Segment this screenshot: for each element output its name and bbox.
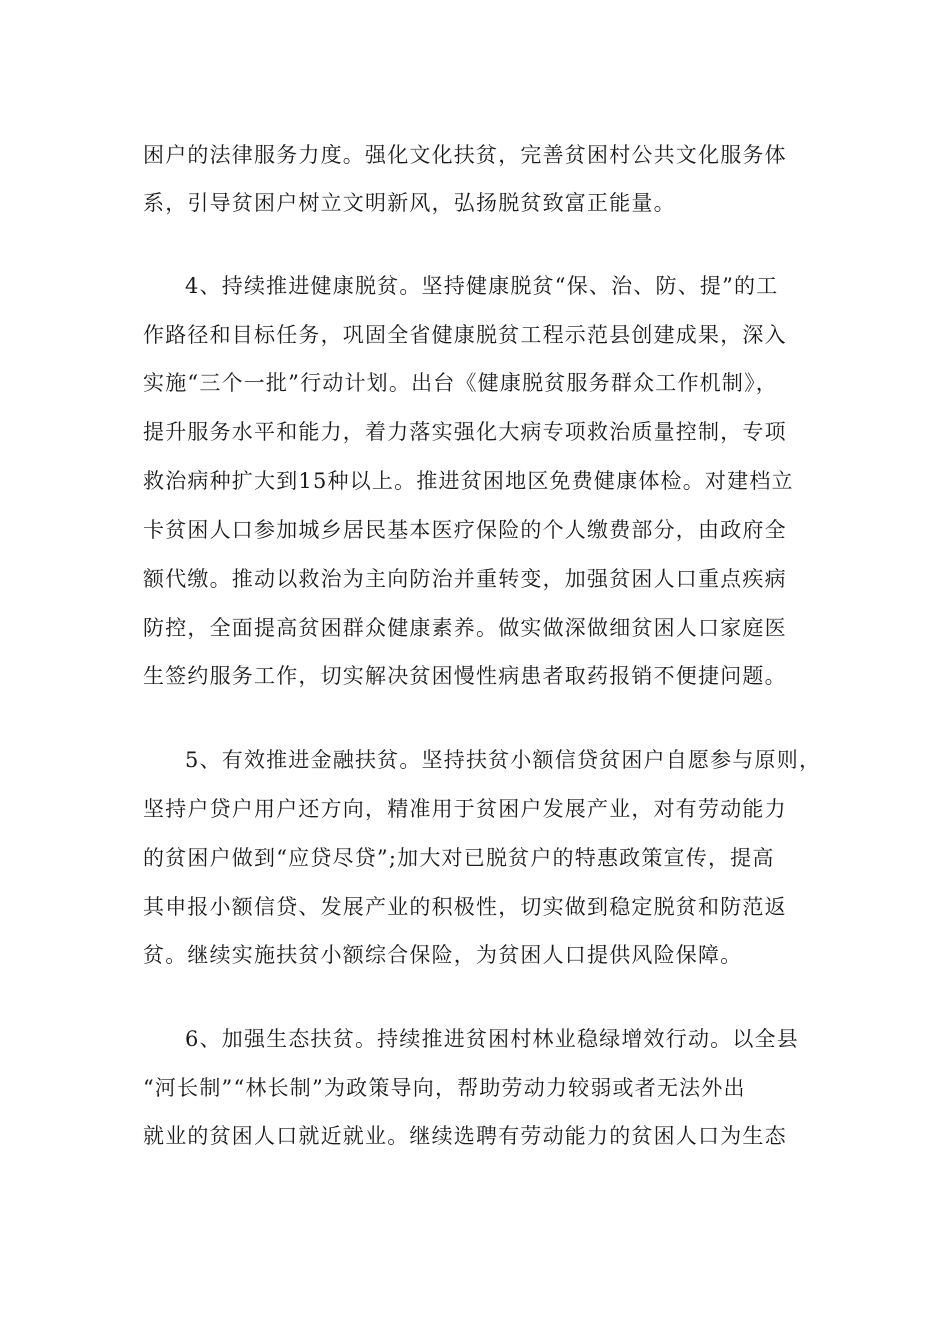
paragraph-5-line-3: 的贫困户做到“应贷尽贷”;加大对已脱贫户的特惠政策宣传，提高 bbox=[143, 846, 775, 870]
paragraph-4-line-8: 防控，全面提高贫困群众健康素养。做实做深做细贫困人口家庭医 bbox=[143, 616, 787, 640]
paragraph-5-line-5: 贫。继续实施扶贫小额综合保险，为贫困人口提供风险保障。 bbox=[143, 943, 743, 967]
paragraph-4-line-1: 4、持续推进健康脱贫。坚持健康脱贫“保、治、防、提”的工 bbox=[185, 274, 779, 298]
paragraph-4-line-3: 实施“三个一批”行动计划。出台《健康脱贫服务群众工作机制》， bbox=[143, 371, 778, 395]
paragraph-4-line-2: 作路径和目标任务，巩固全省健康脱贫工程示范县创建成果，深入 bbox=[143, 323, 787, 347]
paragraph-6-line-3: 就业的贫困人口就近就业。继续选聘有劳动能力的贫困人口为生态 bbox=[143, 1124, 787, 1148]
paragraph-3-line-2: 系，引导贫困户树立文明新风，弘扬脱贫致富正能量。 bbox=[143, 191, 676, 215]
paragraph-5-line-1: 5、有效推进金融扶贫。坚持扶贫小额信贷贫困户自愿参与原则， bbox=[185, 748, 822, 772]
paragraph-3-line-1: 困户的法律服务力度。强化文化扶贫，完善贫困村公共文化服务体 bbox=[143, 143, 787, 167]
paragraph-4-line-6: 卡贫困人口参加城乡居民基本医疗保险的个人缴费部分，由政府全 bbox=[143, 518, 787, 542]
paragraph-5-line-4: 其申报小额信贷、发展产业的积极性，切实做到稳定脱贫和防范返 bbox=[143, 895, 787, 919]
paragraph-4-line-9: 生签约服务工作，切实解决贫困慢性病患者取药报销不便捷问题。 bbox=[143, 664, 787, 688]
paragraph-6-line-2: “河长制”“林长制”为政策导向，帮助劳动力较弱或者无法外出 bbox=[143, 1076, 746, 1100]
paragraph-5-line-2: 坚持户贷户用户还方向，精准用于贫困户发展产业，对有劳动能力 bbox=[143, 797, 787, 821]
paragraph-6-line-1: 6、加强生态扶贫。持续推进贫困村林业稳绿增效行动。以全县 bbox=[185, 1027, 799, 1051]
paragraph-4-line-7: 额代缴。推动以救治为主向防治并重转变，加强贫困人口重点疾病 bbox=[143, 567, 787, 591]
paragraph-4-line-5: 救治病种扩大到15种以上。推进贫困地区免费健康体检。对建档立 bbox=[143, 469, 794, 493]
paragraph-4-line-4: 提升服务水平和能力，着力落实强化大病专项救治质量控制，专项 bbox=[143, 420, 787, 444]
